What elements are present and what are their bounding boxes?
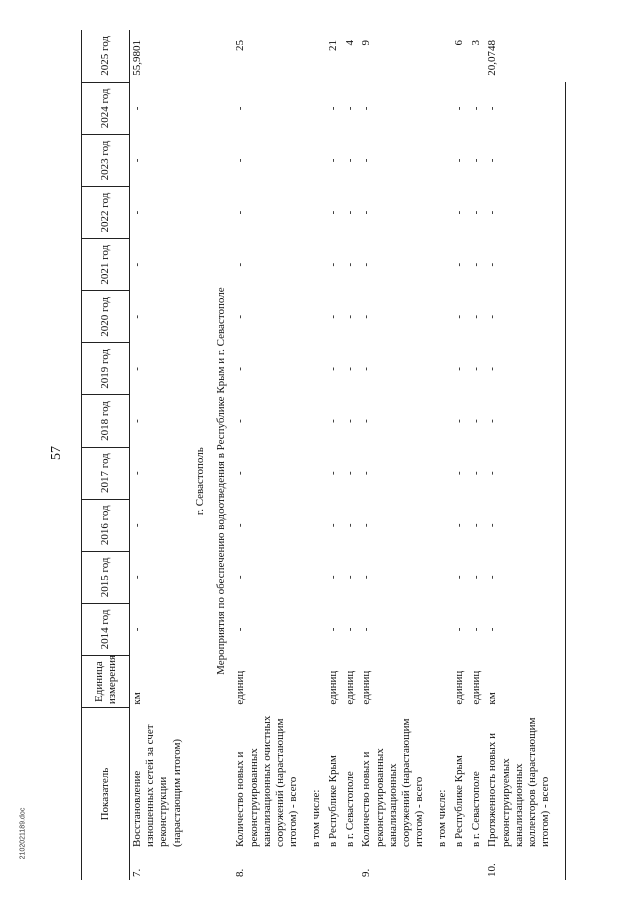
row-value: - <box>234 471 247 475</box>
row-value: - <box>469 523 482 528</box>
row-value <box>435 343 452 395</box>
row-value: - <box>343 314 356 319</box>
row-value: - <box>469 575 482 580</box>
footer-doc-code: 2102021189.doc <box>19 807 27 860</box>
row-unit: единиц <box>360 670 373 705</box>
table-row <box>309 30 326 880</box>
header-unit: Единица измерения <box>82 656 130 708</box>
row-value: - <box>469 262 482 267</box>
row-value: - <box>343 471 356 475</box>
row-unit: км <box>131 692 143 705</box>
table-row <box>485 30 561 880</box>
row-value: - <box>486 627 499 632</box>
row-value: - <box>343 419 356 423</box>
row-value <box>435 395 452 447</box>
header-year: 2023 год <box>82 134 130 186</box>
row-value: - <box>234 314 247 319</box>
indicator-table <box>81 30 566 880</box>
row-label: в г. Севастополе <box>469 771 482 847</box>
row-value: - <box>234 367 247 371</box>
row-value: - <box>343 575 356 580</box>
row-value: - <box>234 210 247 215</box>
row-value: - <box>452 575 465 580</box>
row-value: - <box>486 158 499 163</box>
row-value: - <box>343 210 356 215</box>
row-value: - <box>343 367 356 371</box>
row-unit <box>435 656 452 708</box>
row-value <box>309 239 326 291</box>
row-number <box>343 850 360 880</box>
row-value <box>435 239 452 291</box>
indicator-table-container <box>81 30 566 880</box>
row-value: 21 <box>326 40 339 51</box>
row-value <box>309 551 326 603</box>
region-title-row <box>191 30 212 880</box>
row-value: - <box>131 262 143 267</box>
header-year: 2015 год <box>82 551 130 603</box>
row-value <box>309 82 326 134</box>
row-value <box>309 447 326 499</box>
row-value: - <box>469 419 482 423</box>
row-value <box>435 603 452 655</box>
row-value: - <box>360 158 373 163</box>
row-value: - <box>360 106 373 111</box>
row-value: 9 <box>360 40 373 46</box>
row-label: Восстановление изношенных сетей за счет реконструкции (нарастающим итогом) <box>131 724 183 847</box>
row-number <box>435 850 452 880</box>
row-value: - <box>343 627 356 632</box>
row-value: - <box>343 262 356 267</box>
row-label: в г. Севастополе <box>343 771 356 847</box>
row-value: - <box>469 627 482 632</box>
header-year: 2022 год <box>82 187 130 239</box>
row-value: - <box>131 106 143 111</box>
row-label: в Республике Крым <box>452 755 465 847</box>
row-number <box>452 850 469 880</box>
row-unit: единиц <box>343 670 356 705</box>
row-value <box>309 291 326 343</box>
row-label: в Республике Крым <box>326 755 339 847</box>
row-value: - <box>131 210 143 215</box>
row-value: - <box>486 471 499 475</box>
row-value: 55,9801 <box>131 40 143 76</box>
row-number <box>326 850 343 880</box>
row-value: - <box>343 523 356 528</box>
row-number: 8. <box>234 868 247 877</box>
row-value: - <box>326 210 339 215</box>
row-value: - <box>452 158 465 163</box>
row-value: - <box>486 575 499 580</box>
row-value: - <box>469 106 482 111</box>
header-year: 2020 год <box>82 291 130 343</box>
row-value: - <box>326 419 339 423</box>
table-row <box>359 30 434 880</box>
row-value: 6 <box>452 40 465 46</box>
row-unit: единиц <box>452 670 465 705</box>
row-value: 4 <box>343 40 356 46</box>
row-value: - <box>234 575 247 580</box>
row-value: - <box>360 367 373 371</box>
header-year: 2024 год <box>82 82 130 134</box>
header-year: 2025 год <box>82 30 130 82</box>
table-bottom-border-cell <box>561 82 566 880</box>
row-value <box>435 30 452 82</box>
section-title-row <box>212 30 233 880</box>
row-value <box>435 82 452 134</box>
row-value: - <box>452 210 465 215</box>
row-value: - <box>131 627 143 632</box>
row-value: - <box>326 262 339 267</box>
row-value: - <box>360 210 373 215</box>
row-number <box>469 850 486 880</box>
header-indicator: Показатель <box>82 708 130 880</box>
table-row <box>326 30 343 880</box>
row-value: - <box>452 262 465 267</box>
row-value: - <box>234 627 247 632</box>
row-value <box>435 447 452 499</box>
row-unit: км <box>486 692 499 705</box>
row-value: - <box>486 210 499 215</box>
section-title: Мероприятия по обеспечению водоотведения в Республике Крым и г. Севастополе <box>215 287 228 675</box>
table-body <box>130 30 566 880</box>
table-row <box>343 30 360 880</box>
row-value: - <box>469 158 482 163</box>
row-value: - <box>486 367 499 371</box>
table-header <box>82 30 130 880</box>
row-value: - <box>234 106 247 111</box>
row-value <box>309 30 326 82</box>
row-value: - <box>131 523 143 528</box>
row-value: - <box>486 419 499 423</box>
row-value: - <box>131 367 143 371</box>
row-value: - <box>360 419 373 423</box>
row-value <box>309 603 326 655</box>
row-label: в том числе: <box>309 789 322 847</box>
row-label: Протяженность новых и реконструируемых канализационных коллекторов (нарастающим итогом) - всего <box>486 717 552 847</box>
row-number: 7. <box>131 868 143 877</box>
row-label: в том числе: <box>435 789 448 847</box>
row-value: - <box>360 523 373 528</box>
table-row <box>233 30 308 880</box>
header-year: 2017 год <box>82 447 130 499</box>
table-row <box>435 30 452 880</box>
row-value: - <box>452 627 465 632</box>
row-value: - <box>486 314 499 319</box>
row-value: - <box>343 106 356 111</box>
row-number <box>309 850 326 880</box>
row-value: - <box>326 367 339 371</box>
row-value <box>435 291 452 343</box>
row-value: - <box>452 106 465 111</box>
region-title: г. Севастополь <box>193 447 206 516</box>
row-value <box>309 134 326 186</box>
row-value: - <box>486 262 499 267</box>
row-value: - <box>452 471 465 475</box>
row-value: - <box>326 106 339 111</box>
row-value <box>309 499 326 551</box>
row-value: - <box>360 262 373 267</box>
row-value: - <box>234 523 247 528</box>
row-value: - <box>486 523 499 528</box>
row-value: - <box>343 158 356 163</box>
row-label: Количество новых и реконструированных канализационных сооружений (нарастающим итогом) - всего <box>360 718 426 847</box>
row-value: - <box>131 314 143 319</box>
row-value: 3 <box>469 40 482 46</box>
row-value: - <box>469 210 482 215</box>
row-number: 9. <box>360 868 373 877</box>
row-value: - <box>234 262 247 267</box>
row-value: - <box>131 419 143 423</box>
header-year: 2014 год <box>82 603 130 655</box>
row-value: - <box>360 627 373 632</box>
row-value: - <box>452 523 465 528</box>
row-unit <box>309 656 326 708</box>
row-value: - <box>486 106 499 111</box>
header-year: 2016 год <box>82 499 130 551</box>
row-unit: единиц <box>326 670 339 705</box>
header-year: 2018 год <box>82 395 130 447</box>
row-value: 20,0748 <box>486 40 499 76</box>
row-value: - <box>234 419 247 423</box>
row-unit: единиц <box>469 670 482 705</box>
row-value <box>435 187 452 239</box>
row-value: - <box>469 314 482 319</box>
row-value: - <box>326 314 339 319</box>
row-value: - <box>360 575 373 580</box>
row-value: - <box>360 471 373 475</box>
row-value: 25 <box>234 40 247 51</box>
table-row <box>130 30 191 880</box>
row-value: - <box>452 367 465 371</box>
row-value: - <box>360 314 373 319</box>
row-value <box>309 187 326 239</box>
page-number: 57 <box>49 446 64 460</box>
row-value: - <box>131 471 143 475</box>
row-value: - <box>469 471 482 475</box>
row-value: - <box>326 158 339 163</box>
row-value: - <box>234 158 247 163</box>
table-row <box>452 30 469 880</box>
table-bottom-border <box>561 30 566 880</box>
row-value: - <box>326 627 339 632</box>
row-value <box>435 499 452 551</box>
table-row <box>469 30 486 880</box>
row-value: - <box>131 158 143 163</box>
row-value: - <box>326 523 339 528</box>
row-value: - <box>452 314 465 319</box>
row-value <box>435 134 452 186</box>
row-label: Количество новых и реконструированных канализационных очистных сооружений (нарастающим итогом) - всего <box>234 715 300 847</box>
row-value <box>435 551 452 603</box>
row-number: 10. <box>486 863 499 877</box>
header-year: 2021 год <box>82 239 130 291</box>
row-value: - <box>452 419 465 423</box>
row-value <box>309 395 326 447</box>
row-value: - <box>326 471 339 475</box>
row-value: - <box>131 575 143 580</box>
row-unit: единиц <box>234 670 247 705</box>
row-value: - <box>469 367 482 371</box>
row-value <box>309 343 326 395</box>
row-value: - <box>326 575 339 580</box>
header-year: 2019 год <box>82 343 130 395</box>
